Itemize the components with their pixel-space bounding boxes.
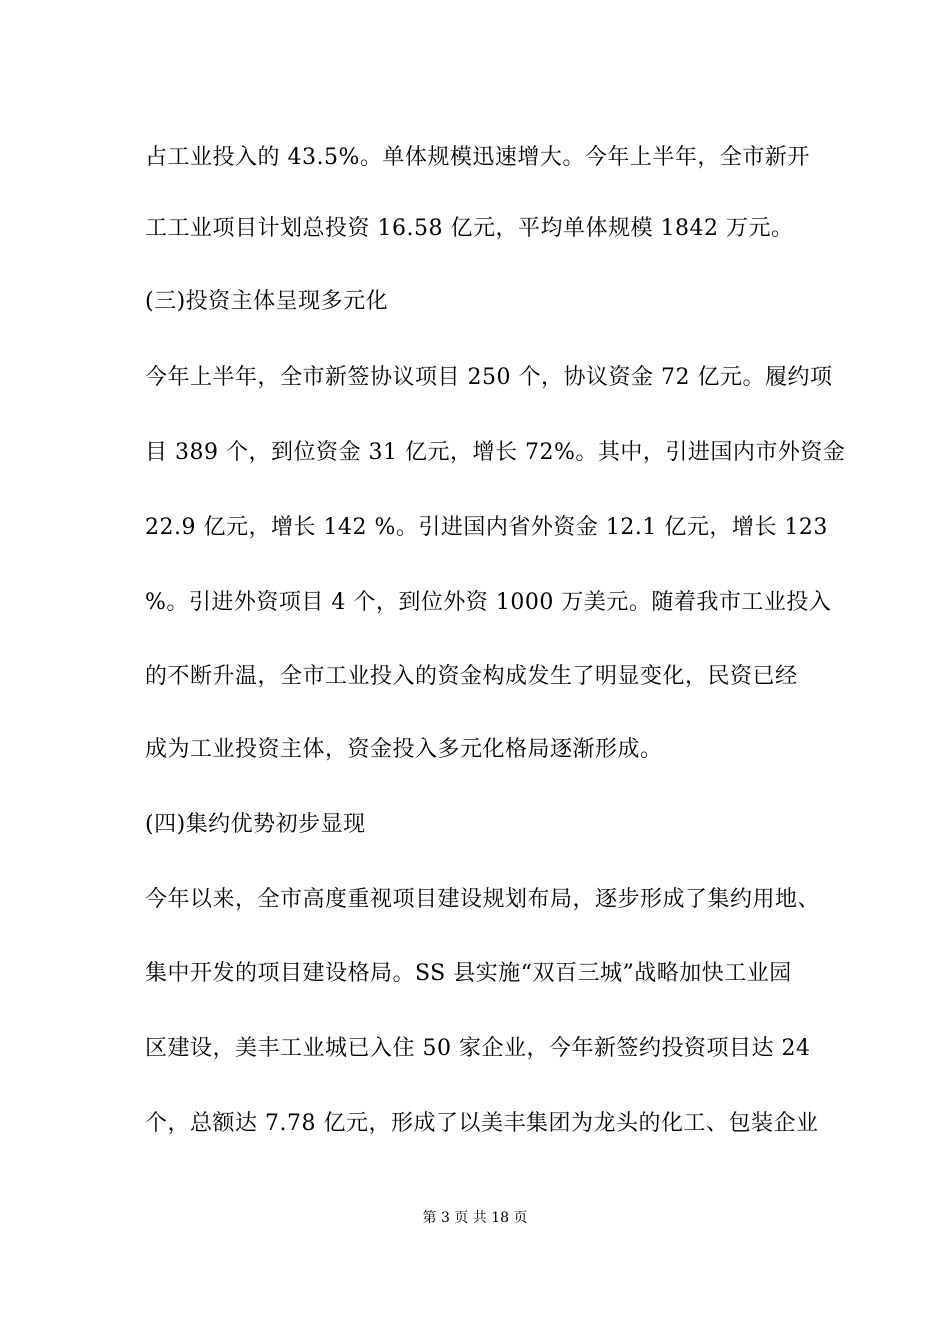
paragraph-line: 的不断升温，全市工业投入的资金构成发生了明显变化，民资已经 xyxy=(145,664,798,689)
paragraph-line: 今年以来，全市高度重视项目建设规划布局，逐步形成了集约用地、 xyxy=(145,887,821,912)
section-heading: (三)投资主体呈现多元化 xyxy=(145,289,389,314)
paragraph-line: 集中开发的项目建设格局。SS 县实施“双百三城”战略加快工业园 xyxy=(145,961,792,986)
page-number-footer: 第 3 页 共 18 页 xyxy=(422,1210,528,1226)
paragraph-line: %。引进外资项目 4 个，到位外资 1000 万美元。随着我市工业投入 xyxy=(145,590,832,615)
paragraph-line: 今年上半年，全市新签协议项目 250 个，协议资金 72 亿元。履约项 xyxy=(145,365,833,390)
paragraph-line: 个，总额达 7.78 亿元，形成了以美丰集团为龙头的化工、包装企业 xyxy=(145,1111,819,1136)
paragraph-line: 区建设，美丰工业城已入住 50 家企业，今年新签约投资项目达 24 xyxy=(145,1036,811,1061)
paragraph-line: 22.9 亿元，增长 142 %。引进国内省外资金 12.1 亿元，增长 123 xyxy=(145,515,828,540)
paragraph-line: 工工业项目计划总投资 16.58 亿元，平均单体规模 1842 万元。 xyxy=(145,216,794,241)
section-heading: (四)集约优势初步显现 xyxy=(145,812,366,837)
paragraph-line: 成为工业投资主体，资金投入多元化格局逐渐形成。 xyxy=(145,737,663,762)
paragraph-line: 目 389 个，到位资金 31 亿元，增长 72%。其中，引进国内市外资金 xyxy=(145,440,846,465)
paragraph-line: 占工业投入的 43.5%。单体规模迅速增大。今年上半年，全市新开 xyxy=(145,145,810,170)
